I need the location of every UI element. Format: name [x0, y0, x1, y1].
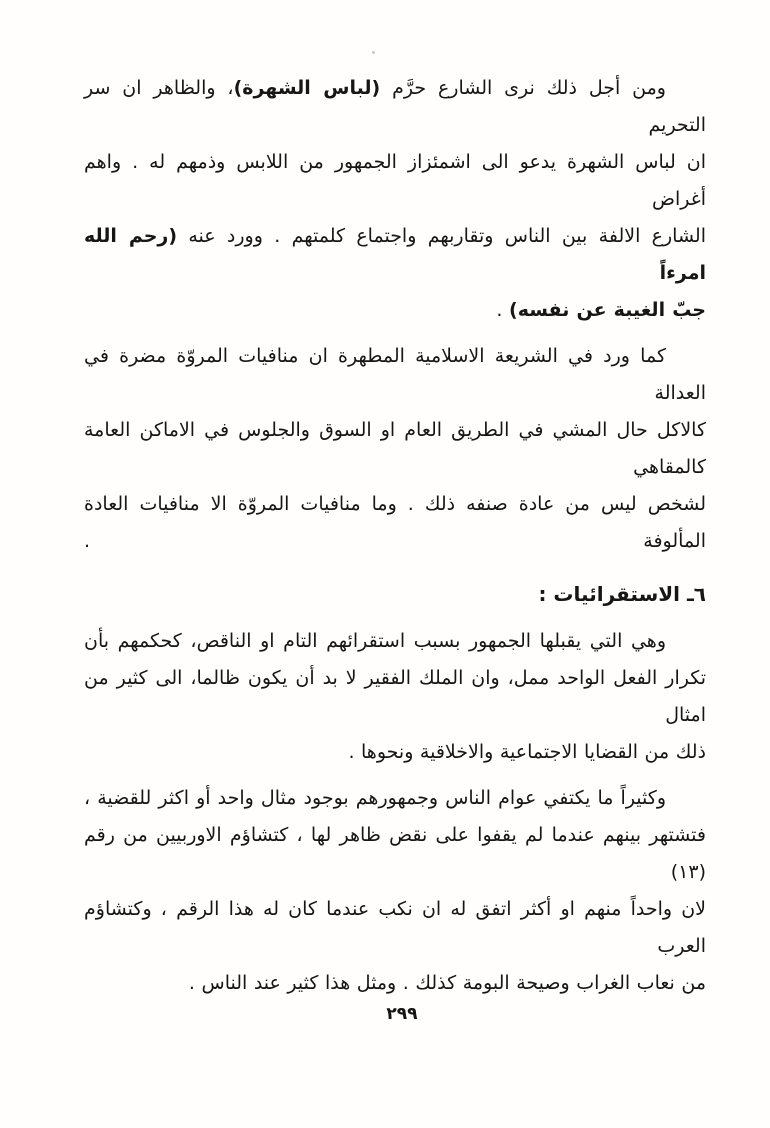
text-segment: فتشتهر بينهم عندما لم يقفوا على نقض ظاهر لها ، كتشاؤم الاوربيين من رقم (١٣)	[84, 824, 706, 883]
text-line	[84, 623, 706, 660]
bold-text-segment: (رحم الله امرءاً	[84, 225, 706, 284]
text-segment: ومن أجل ذلك نرى الشارع حرَّم	[380, 77, 666, 99]
text-segment: ان لباس الشهرة يدعو الى اشمئزاز الجمهور من اللابس وذمهم له . واهم أغراض	[84, 151, 706, 210]
section-heading-istiqraiyat: ٦ـ الاستقرائيات :	[538, 582, 706, 606]
paragraph-istiqra-definition	[84, 623, 706, 771]
paragraph-sharia-muruwwa	[84, 338, 706, 560]
text-line	[84, 412, 706, 486]
text-segment: ، والظاهر ان سر التحريم	[84, 77, 706, 136]
text-line	[84, 817, 706, 891]
text-line	[84, 70, 706, 144]
text-segment: كما ورد في الشريعة الاسلامية المطهرة ان منافيات المروّة مضرة في العدالة	[84, 345, 706, 404]
scan-speck	[372, 51, 375, 54]
text-segment: تكرار الفعل الواحد ممل، وان الملك الفقير لا بد أن يكون ظالما، الى كثير من امثال	[84, 667, 706, 726]
text-line	[84, 891, 706, 965]
text-segment: من نعاب الغراب وصيحة البومة كذلك . ومثل هذا كثير عند الناس .	[188, 972, 706, 994]
text-line	[84, 780, 706, 817]
text-line	[84, 734, 706, 771]
text-line	[84, 144, 706, 218]
paragraph-libas-alshuhra	[84, 70, 706, 329]
page-number: ٢٩٩	[386, 1004, 418, 1024]
text-line	[84, 965, 706, 1002]
text-segment: .	[496, 299, 510, 321]
bold-text-segment: جبّ الغيبة عن نفسه)	[509, 299, 706, 321]
text-segment: كالاكل حال المشي في الطريق العام او السوق والجلوس في الاماكن العامة كالمقاهي	[84, 419, 706, 478]
paragraph-examples-tashaum	[84, 780, 706, 1002]
text-segment: لشخص ليس من عادة صنفه ذلك . وما منافيات المروّة الا منافيات العادة المألوفة .	[84, 493, 706, 552]
text-segment: ذلك من القضايا الاجتماعية والاخلاقية ونحوها .	[348, 741, 706, 763]
text-line	[84, 218, 706, 292]
text-segment: وكثيراً ما يكتفي عوام الناس وجمهورهم بوجود مثال واحد أو اكثر للقضية ،	[84, 787, 666, 809]
text-segment: وهي التي يقبلها الجمهور بسبب استقرائهم التام او الناقص، كحكمهم بأن	[84, 630, 666, 652]
text-segment: الشارع الالفة بين الناس وتقاربهم واجتماع كلمتهم . وورد عنه	[177, 225, 706, 247]
text-line	[84, 338, 706, 412]
page-text-block	[84, 70, 706, 1011]
text-line	[84, 660, 706, 734]
text-line	[84, 292, 706, 329]
text-line	[84, 486, 706, 560]
bold-text-segment: (لباس الشهرة)	[233, 77, 381, 99]
text-segment: لان واحداً منهم او أكثر اتفق له ان نكب عندما كان له هذا الرقم ، وكتشاؤم العرب	[84, 898, 706, 957]
